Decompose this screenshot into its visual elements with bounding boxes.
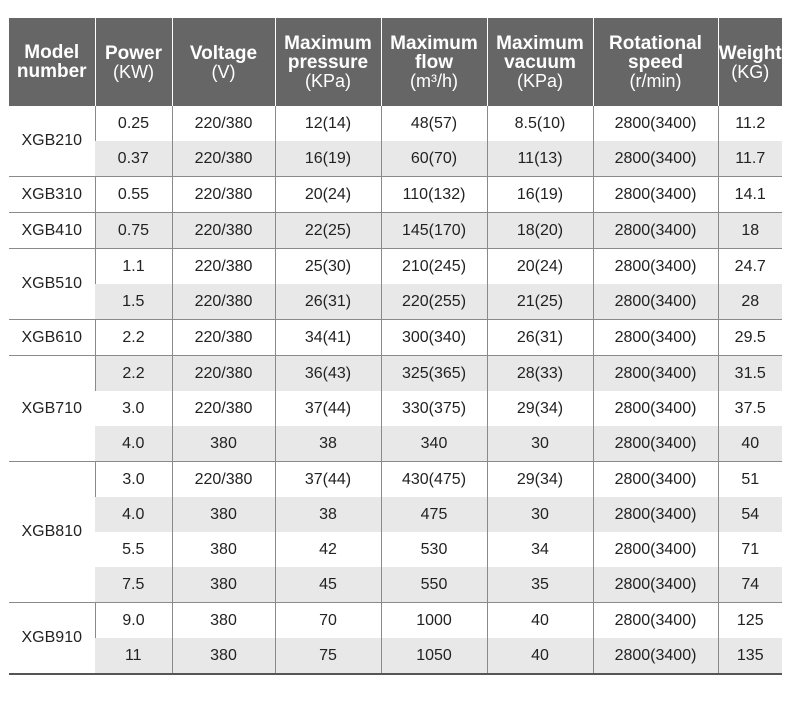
max-pressure-cell: 25(30) [275, 249, 381, 285]
max-vacuum-cell: 29(34) [487, 462, 593, 498]
table-row [9, 320, 782, 356]
table-row [9, 106, 782, 141]
max-vacuum-cell: 8.5(10) [487, 106, 593, 141]
max-flow-cell: 1050 [381, 638, 487, 674]
table-row [9, 462, 782, 498]
table-header [9, 18, 782, 106]
rotational-speed-cell: 2800(3400) [593, 284, 718, 320]
power-cell: 5.5 [122, 540, 145, 558]
max-vacuum-cell: 40 [487, 638, 593, 674]
power-cell: 9.0 [95, 603, 172, 639]
max-flow-cell: 340 [381, 426, 487, 462]
header-rotational-speed-unit: (r/min) [629, 71, 682, 91]
header-power-label: Power [104, 42, 163, 64]
voltage-cell: 380 [172, 532, 275, 567]
max-flow-cell: 550 [381, 567, 487, 603]
rotational-speed-cell: 2800(3400) [593, 426, 718, 462]
weight-cell: 51 [718, 462, 782, 498]
weight-cell: 74 [718, 567, 782, 603]
voltage-cell: 380 [172, 426, 275, 462]
max-pressure-cell: 42 [275, 532, 381, 567]
model-number-cell: XGB510 [9, 249, 95, 320]
max-flow-cell: 530 [381, 532, 487, 567]
header-rotational-speed [593, 18, 718, 106]
table-row [9, 249, 782, 285]
model-number-cell: XGB710 [9, 356, 95, 462]
power-cell: 2.2 [95, 320, 172, 356]
power-cell: 3.0 [95, 462, 172, 498]
table-row [9, 391, 782, 426]
max-pressure-cell: 38 [275, 497, 381, 532]
header-weight-label: Weight [718, 42, 782, 64]
header-max-flow-label: Maximum flow [390, 33, 478, 73]
max-pressure-cell: 34(41) [275, 320, 381, 356]
header-model [9, 18, 95, 106]
max-flow-cell: 430(475) [381, 462, 487, 498]
weight-cell: 37.5 [718, 391, 782, 426]
weight-cell: 29.5 [718, 320, 782, 356]
power-cell: 4.0 [95, 497, 172, 532]
voltage-cell: 220/380 [172, 141, 275, 177]
voltage-cell: 380 [172, 567, 275, 603]
max-pressure-cell: 45 [275, 567, 381, 603]
max-pressure-cell: 20(24) [275, 177, 381, 213]
table-row [9, 426, 782, 462]
power-cell: 11 [95, 638, 172, 674]
voltage-cell: 380 [172, 603, 275, 639]
power-cell: 0.75 [95, 213, 172, 249]
header-max-vacuum [487, 18, 593, 106]
power-cell: 4.0 [95, 426, 172, 462]
weight-cell: 11.2 [718, 106, 782, 141]
header-row [9, 18, 782, 106]
weight-cell: 125 [718, 603, 782, 639]
weight-cell: 135 [718, 638, 782, 674]
table-row [9, 497, 782, 532]
max-vacuum-cell: 16(19) [487, 177, 593, 213]
power-cell: 0.25 [95, 106, 172, 141]
header-voltage-label: Voltage [189, 42, 258, 64]
max-vacuum-cell: 34 [487, 532, 593, 567]
max-flow-cell: 325(365) [381, 356, 487, 392]
power-cell: 7.5 [95, 567, 172, 603]
model-number-cell: XGB410 [9, 213, 95, 249]
max-vacuum-cell: 20(24) [487, 249, 593, 285]
weight-cell: 31.5 [718, 356, 782, 392]
max-flow-cell: 210(245) [381, 249, 487, 285]
weight-cell: 11.7 [718, 141, 782, 177]
model-number-cell: XGB610 [9, 320, 95, 356]
table-row [9, 532, 782, 567]
voltage-cell: 220/380 [172, 284, 275, 320]
header-weight [718, 18, 782, 106]
weight-cell: 71 [718, 532, 782, 567]
voltage-cell: 380 [172, 497, 275, 532]
header-power [95, 18, 172, 106]
max-vacuum-cell: 30 [487, 426, 593, 462]
weight-cell: 24.7 [718, 249, 782, 285]
max-pressure-cell: 16(19) [275, 141, 381, 177]
header-weight-unit: (KG) [731, 61, 770, 82]
rotational-speed-cell: 2800(3400) [593, 141, 718, 177]
rotational-speed-cell: 2800(3400) [593, 532, 718, 567]
voltage-cell: 380 [172, 638, 275, 674]
rotational-speed-cell: 2800(3400) [593, 638, 718, 674]
max-vacuum-cell: 40 [487, 603, 593, 639]
max-pressure-cell: 75 [275, 638, 381, 674]
model-number-cell: XGB210 [9, 106, 95, 177]
rotational-speed-cell: 2800(3400) [593, 213, 718, 249]
max-flow-cell: 48(57) [381, 106, 487, 141]
max-pressure-cell: 36(43) [275, 356, 381, 392]
max-pressure-cell: 70 [275, 603, 381, 639]
rotational-speed-cell: 2800(3400) [593, 177, 718, 213]
weight-cell: 14.1 [718, 177, 782, 213]
weight-cell: 40 [718, 426, 782, 462]
header-max-flow [381, 18, 487, 106]
voltage-cell: 220/380 [172, 391, 275, 426]
table-row [9, 567, 782, 603]
max-flow-cell: 1000 [381, 603, 487, 639]
max-vacuum-cell: 35 [487, 567, 593, 603]
power-cell: 2.2 [95, 356, 172, 392]
header-rotational-speed-label: Rotational speed [609, 33, 702, 73]
table-row [9, 356, 782, 392]
power-cell: 0.37 [95, 141, 172, 177]
table-row [9, 603, 782, 639]
max-flow-cell: 220(255) [381, 284, 487, 320]
max-vacuum-cell: 18(20) [487, 213, 593, 249]
power-cell: 1.1 [95, 249, 172, 285]
max-vacuum-cell: 29(34) [487, 391, 593, 426]
header-voltage [172, 18, 275, 106]
max-vacuum-cell: 26(31) [487, 320, 593, 356]
rotational-speed-cell: 2800(3400) [593, 497, 718, 532]
voltage-cell: 220/380 [172, 356, 275, 392]
header-voltage-unit: (V) [211, 61, 236, 82]
voltage-cell: 220/380 [172, 320, 275, 356]
rotational-speed-cell: 2800(3400) [593, 391, 718, 426]
max-vacuum-cell: 21(25) [487, 284, 593, 320]
power-cell: 3.0 [122, 399, 145, 417]
model-number-cell: XGB810 [9, 462, 95, 603]
header-max-vacuum-unit: (KPa) [516, 71, 563, 91]
header-max-pressure [275, 18, 381, 106]
max-pressure-cell: 37(44) [275, 391, 381, 426]
header-power-unit: (KW) [113, 61, 154, 82]
weight-cell: 54 [718, 497, 782, 532]
max-flow-cell: 475 [381, 497, 487, 532]
max-vacuum-cell: 28(33) [487, 356, 593, 392]
max-flow-cell: 300(340) [381, 320, 487, 356]
rotational-speed-cell: 2800(3400) [593, 249, 718, 285]
rotational-speed-cell: 2800(3400) [593, 356, 718, 392]
header-max-flow-unit: (m³/h) [410, 71, 458, 91]
max-pressure-cell: 12(14) [275, 106, 381, 141]
rotational-speed-cell: 2800(3400) [593, 603, 718, 639]
max-pressure-cell: 26(31) [275, 284, 381, 320]
max-pressure-cell: 22(25) [275, 213, 381, 249]
max-vacuum-cell: 11(13) [487, 141, 593, 177]
table-row [9, 284, 782, 320]
voltage-cell: 220/380 [172, 249, 275, 285]
table-row [9, 638, 782, 674]
table-row [9, 177, 782, 213]
header-max-vacuum-label: Maximum vacuum [496, 33, 584, 73]
max-vacuum-cell: 30 [487, 497, 593, 532]
max-pressure-cell: 38 [275, 426, 381, 462]
voltage-cell: 220/380 [172, 177, 275, 213]
voltage-cell: 220/380 [172, 213, 275, 249]
table-body [9, 106, 782, 674]
max-flow-cell: 110(132) [381, 177, 487, 213]
power-cell: 1.5 [95, 284, 172, 320]
max-flow-cell: 145(170) [381, 213, 487, 249]
max-flow-cell: 330(375) [381, 391, 487, 426]
model-number-cell: XGB310 [9, 177, 95, 213]
header-max-pressure-label: Maximum pressure [284, 33, 372, 73]
spec-table [9, 18, 782, 675]
table-row [9, 213, 782, 249]
voltage-cell: 220/380 [172, 462, 275, 498]
weight-cell: 28 [718, 284, 782, 320]
model-number-cell: XGB910 [9, 603, 95, 675]
header-max-pressure-unit: (KPa) [304, 71, 351, 91]
rotational-speed-cell: 2800(3400) [593, 567, 718, 603]
header-model-label: Model number [16, 42, 87, 82]
voltage-cell: 220/380 [172, 106, 275, 141]
rotational-speed-cell: 2800(3400) [593, 106, 718, 141]
rotational-speed-cell: 2800(3400) [593, 462, 718, 498]
power-cell: 0.55 [95, 177, 172, 213]
table-row [9, 141, 782, 177]
rotational-speed-cell: 2800(3400) [593, 320, 718, 356]
weight-cell: 18 [718, 213, 782, 249]
max-pressure-cell: 37(44) [275, 462, 381, 498]
max-flow-cell: 60(70) [381, 141, 487, 177]
